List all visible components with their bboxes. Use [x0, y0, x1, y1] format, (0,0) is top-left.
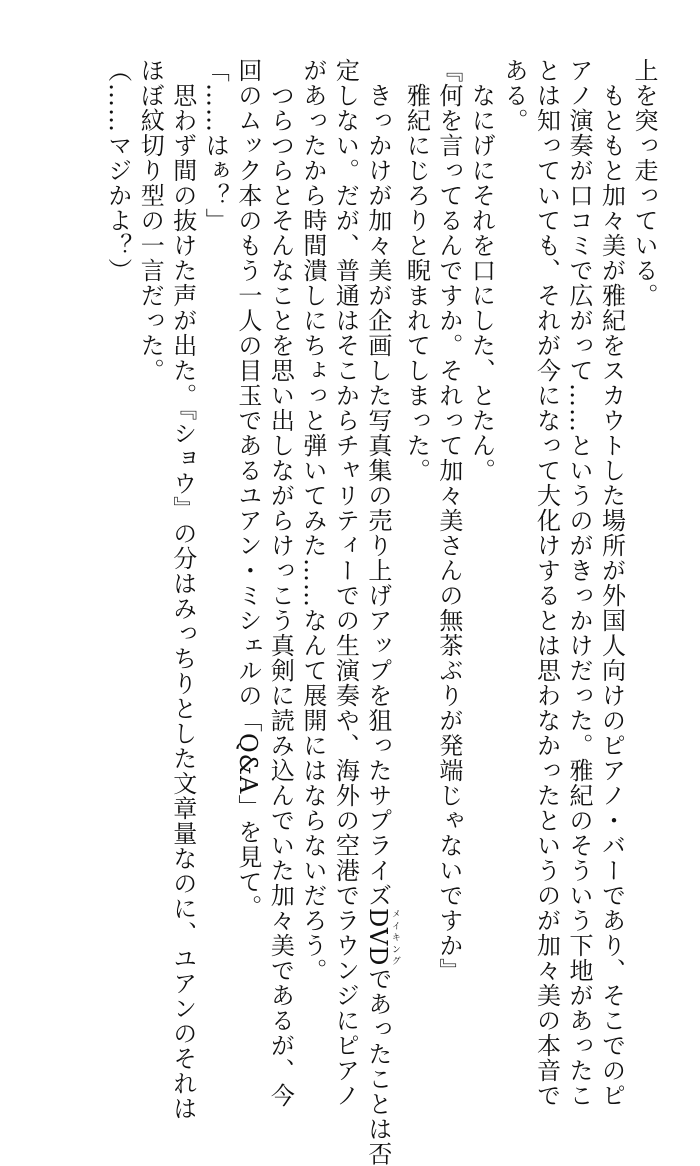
text-line-11: があったから時間潰しにちょっと弾いてみた……なんて展開にはならないだろう。 [298, 58, 327, 983]
text-line-3: アノ演奏が口コミで広がって……というのがきっかけだった。雅紀のそういう下地があったこ [564, 58, 593, 1108]
text-line-5: ある。 [499, 58, 528, 133]
text-line-1: 上を突っ走っている。 [630, 58, 658, 308]
text-line-2: もともと加々美が雅紀をスカウトした場所が外国人向けのピアノ・バーであり、そこでのピ [597, 58, 626, 1108]
text-line-9-before: きっかけが加々美が企画した写真集の売り上げアップを狙ったサプライズ [363, 58, 392, 908]
ruby-annotation [363, 908, 400, 967]
vertical-text-body [30, 58, 660, 1166]
text-line-8: 雅紀にじろりと睨まれてしまった。 [402, 58, 431, 483]
ruby-base: DVD [363, 908, 392, 967]
text-line-9 [361, 58, 400, 1166]
text-line-12: つらつらとそんなことを思い出しながらけっこう真剣に読み込んでいた加々美であるが、今 [266, 58, 295, 1108]
text-line-10: 定しない。だが、普通はそこからチャリティーでの生演奏や、海外の空港でラウンジにピアノ [331, 58, 360, 1108]
text-line-9-after: であったことは否 [363, 966, 392, 1166]
text-line-15: 思わず間の抜けた声が出た。『ショウ』の分はみっちりとした文章量なのに、ユアンのそれは [168, 58, 197, 1121]
ruby-reading: メイキング [389, 908, 400, 967]
text-line-14: 「……はぁ？」 [201, 58, 230, 233]
text-line-16: ほぼ紋切り型の一言だった。 [136, 58, 165, 383]
text-line-17: （……マジかよ？） [103, 58, 132, 283]
text-line-7: 『何を言ってるんですか。それって加々美さんの無茶ぶりが発端じゃないですか』 [434, 58, 463, 983]
text-line-4: とは知っていても、それが今になって大化けするとは思わなかったというのが加々美の本音で [532, 58, 561, 1108]
text-line-13: 回のムック本のもう一人の目玉であるユアン・ミシェルの「Q&A」を見て。 [233, 58, 262, 920]
text-line-6: なにげにそれを口にした、とたん。 [467, 58, 496, 483]
